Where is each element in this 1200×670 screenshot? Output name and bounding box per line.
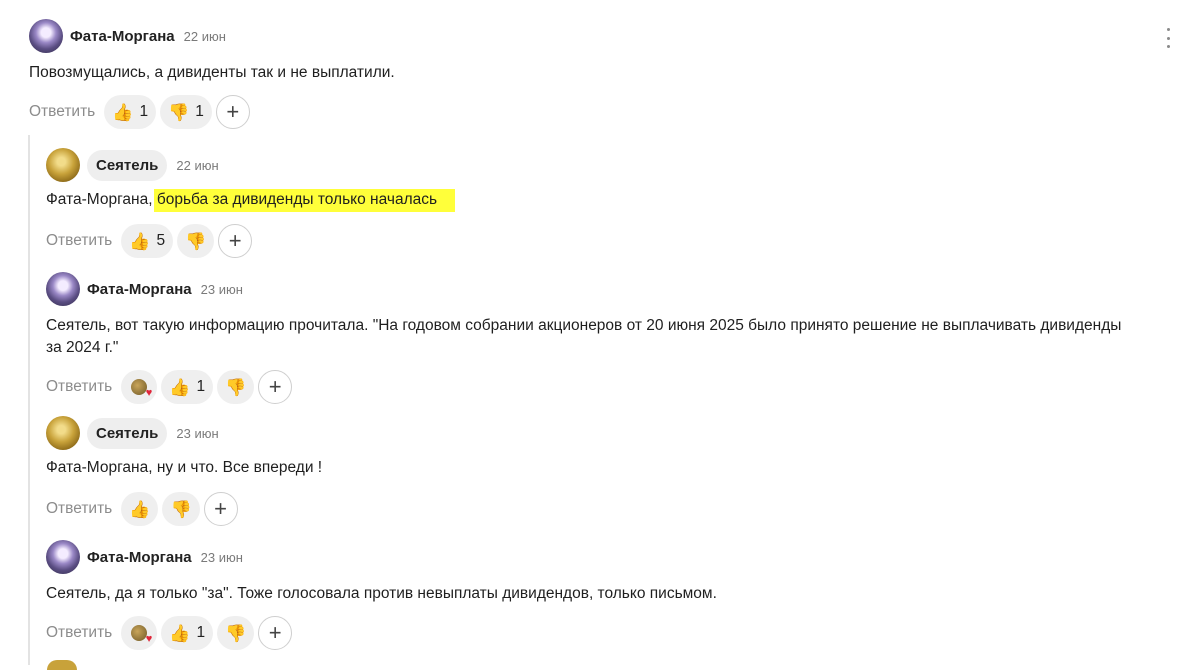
heart-reaction-button[interactable] <box>121 370 157 404</box>
avatar[interactable] <box>46 148 80 182</box>
like-button[interactable] <box>121 224 173 258</box>
comment-2 <box>46 148 455 258</box>
plus-icon: + <box>228 228 242 253</box>
thumbs-down-icon: 👎 <box>170 499 192 519</box>
comment-4 <box>46 416 322 526</box>
dislike-button[interactable] <box>177 224 214 258</box>
dislike-count: 1 <box>195 103 204 120</box>
dislike-button[interactable] <box>217 616 254 650</box>
reply-button[interactable]: Ответить <box>46 378 113 395</box>
plus-icon: + <box>226 99 240 124</box>
avatar[interactable] <box>47 660 77 670</box>
heart-reaction-icon <box>131 625 147 641</box>
thumbs-down-icon: 👎 <box>168 102 190 122</box>
comment-date: 23 июн <box>200 281 243 297</box>
dislike-button[interactable] <box>162 492 199 526</box>
avatar[interactable] <box>29 19 63 53</box>
highlighted-text: борьба за дивиденды только началась <box>154 189 455 212</box>
thumbs-up-icon: 👍 <box>169 377 191 397</box>
like-count: 1 <box>196 624 206 641</box>
comment-date: 23 июн <box>176 425 219 441</box>
comment-text: Сеятель, вот такую информацию прочитала. "На годовом собрании акционеров от 20 июня 2025 было принято решение не выплачивать дивиденды за 2024 г." <box>46 317 1122 356</box>
dislike-button[interactable] <box>160 95 212 129</box>
like-count: 5 <box>156 232 166 249</box>
author-name[interactable]: Сеятель <box>87 418 167 449</box>
like-count: 1 <box>139 103 149 120</box>
add-reaction-button[interactable] <box>258 370 292 404</box>
comment-date: 22 июн <box>183 28 226 44</box>
add-reaction-button[interactable] <box>204 492 238 526</box>
add-reaction-button[interactable] <box>218 224 252 258</box>
comment-date: 23 июн <box>200 549 243 565</box>
thumbs-up-icon: 👍 <box>129 499 151 519</box>
reply-button[interactable]: Ответить <box>46 232 113 249</box>
thumbs-up-icon: 👍 <box>112 102 134 122</box>
reply-button[interactable]: Ответить <box>29 103 96 120</box>
like-button[interactable] <box>104 95 156 129</box>
comment-5 <box>46 540 717 650</box>
thumbs-down-icon: 👎 <box>225 377 247 397</box>
reply-button[interactable]: Ответить <box>46 500 113 517</box>
comment-text <box>46 189 455 211</box>
like-button[interactable] <box>161 616 213 650</box>
comment-3 <box>46 272 1126 404</box>
plus-icon: + <box>268 374 282 399</box>
author-name[interactable]: Фата-Моргана <box>87 548 192 566</box>
add-reaction-button[interactable] <box>258 616 292 650</box>
like-button[interactable] <box>161 370 213 404</box>
author-name[interactable]: Фата-Моргана <box>87 280 192 298</box>
more-menu-icon[interactable] <box>1160 28 1176 48</box>
dislike-button[interactable] <box>217 370 254 404</box>
like-button[interactable] <box>121 492 158 526</box>
heart-reaction-icon <box>131 379 147 395</box>
comment-date: 22 июн <box>176 157 219 173</box>
comment-text: Фата-Моргана, ну и что. Все впереди ! <box>46 459 323 476</box>
heart-reaction-button[interactable] <box>121 616 157 650</box>
author-name[interactable]: Сеятель <box>87 150 167 181</box>
thumbs-up-icon: 👍 <box>169 623 191 643</box>
reply-button[interactable]: Ответить <box>46 624 113 641</box>
plus-icon: + <box>214 496 228 521</box>
comment-text: Сеятель, да я только "за". Тоже голосовала против невыплаты дивидендов, только письмом. <box>46 585 717 602</box>
avatar[interactable] <box>46 272 80 306</box>
thumbs-down-icon: 👎 <box>225 623 247 643</box>
avatar[interactable] <box>46 416 80 450</box>
author-name[interactable]: Фата-Моргана <box>70 27 175 45</box>
comment-text: Повозмущались, а дивиденты так и не выплатили. <box>29 64 395 81</box>
avatar[interactable] <box>46 540 80 574</box>
thumbs-down-icon: 👎 <box>185 231 207 251</box>
thread-line <box>28 135 30 665</box>
add-reaction-button[interactable] <box>216 95 250 129</box>
like-count: 1 <box>196 378 206 395</box>
comment-1 <box>29 19 395 129</box>
plus-icon: + <box>268 620 282 645</box>
mention[interactable]: Фата-Моргана, <box>46 191 153 208</box>
thumbs-up-icon: 👍 <box>129 231 151 251</box>
